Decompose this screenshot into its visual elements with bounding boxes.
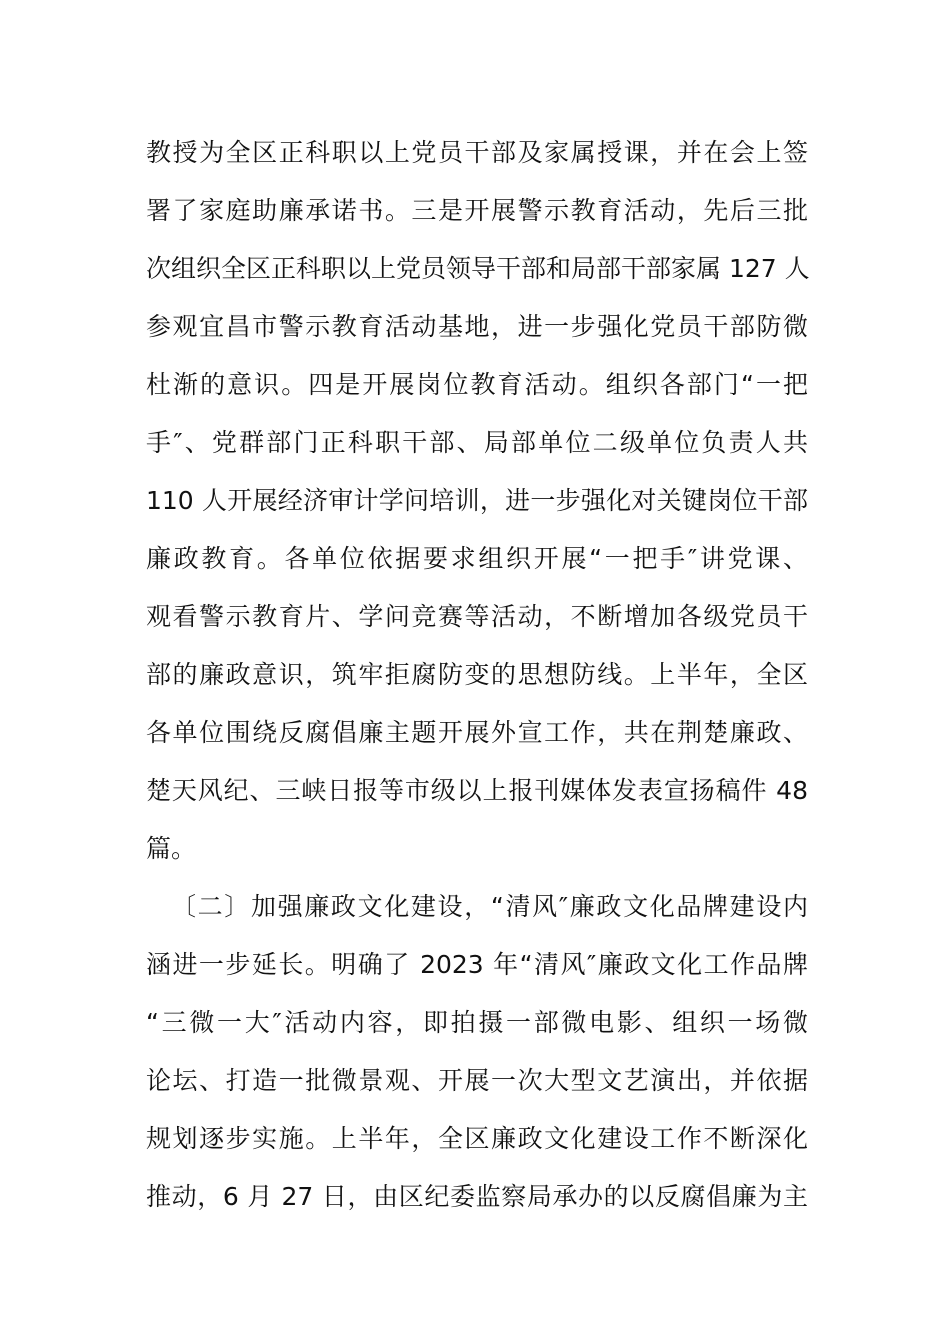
- text-line: 篇。: [146, 834, 197, 863]
- text-line: 次组织全区正科职以上党员领导干部和局部干部家属 127 人: [146, 254, 810, 283]
- text-line: 观看警示教育片、学问竞赛等活动，不断增加各级党员干: [146, 602, 808, 631]
- text-line: 规划逐步实施。上半年，全区廉政文化建设工作不断深化: [146, 1124, 808, 1153]
- text-line: “三微一大″活动内容，即拍摄一部微电影、组织一场微: [146, 1008, 808, 1037]
- text-line: 推动，6 月 27 日，由区纪委监察局承办的以反腐倡廉为主: [146, 1182, 808, 1211]
- text-line: 各单位围绕反腐倡廉主题开展外宣工作，共在荆楚廉政、: [146, 718, 808, 747]
- text-line: 手″、党群部门正科职干部、局部单位二级单位负责人共: [146, 428, 808, 457]
- text-line: 论坛、打造一批微景观、开展一次大型文艺演出，并依据: [146, 1066, 808, 1095]
- text-line: 杜渐的意识。四是开展岗位教育活动。组织各部门“一把: [146, 370, 808, 399]
- text-line: 廉政教育。各单位依据要求组织开展“一把手″讲党课、: [146, 544, 808, 573]
- text-line: 参观宜昌市警示教育活动基地，进一步强化党员干部防微: [146, 312, 808, 341]
- text-line: 部的廉政意识，筑牢拒腐防变的思想防线。上半年，全区: [146, 660, 808, 689]
- section-heading-line: 〔二〕加强廉政文化建设，“清风″廉政文化品牌建设内: [171, 892, 808, 921]
- text-line: 110 人开展经济审计学问培训，进一步强化对关键岗位干部: [146, 486, 808, 515]
- text-line: 涵进一步延长。明确了 2023 年“清风″廉政文化工作品牌: [146, 950, 808, 979]
- text-line: 署了家庭助廉承诺书。三是开展警示教育活动，先后三批: [146, 196, 808, 225]
- text-line: 楚天风纪、三峡日报等市级以上报刊媒体发表宣扬稿件 48: [146, 776, 808, 805]
- text-line: 教授为全区正科职以上党员干部及家属授课，并在会上签: [146, 138, 808, 167]
